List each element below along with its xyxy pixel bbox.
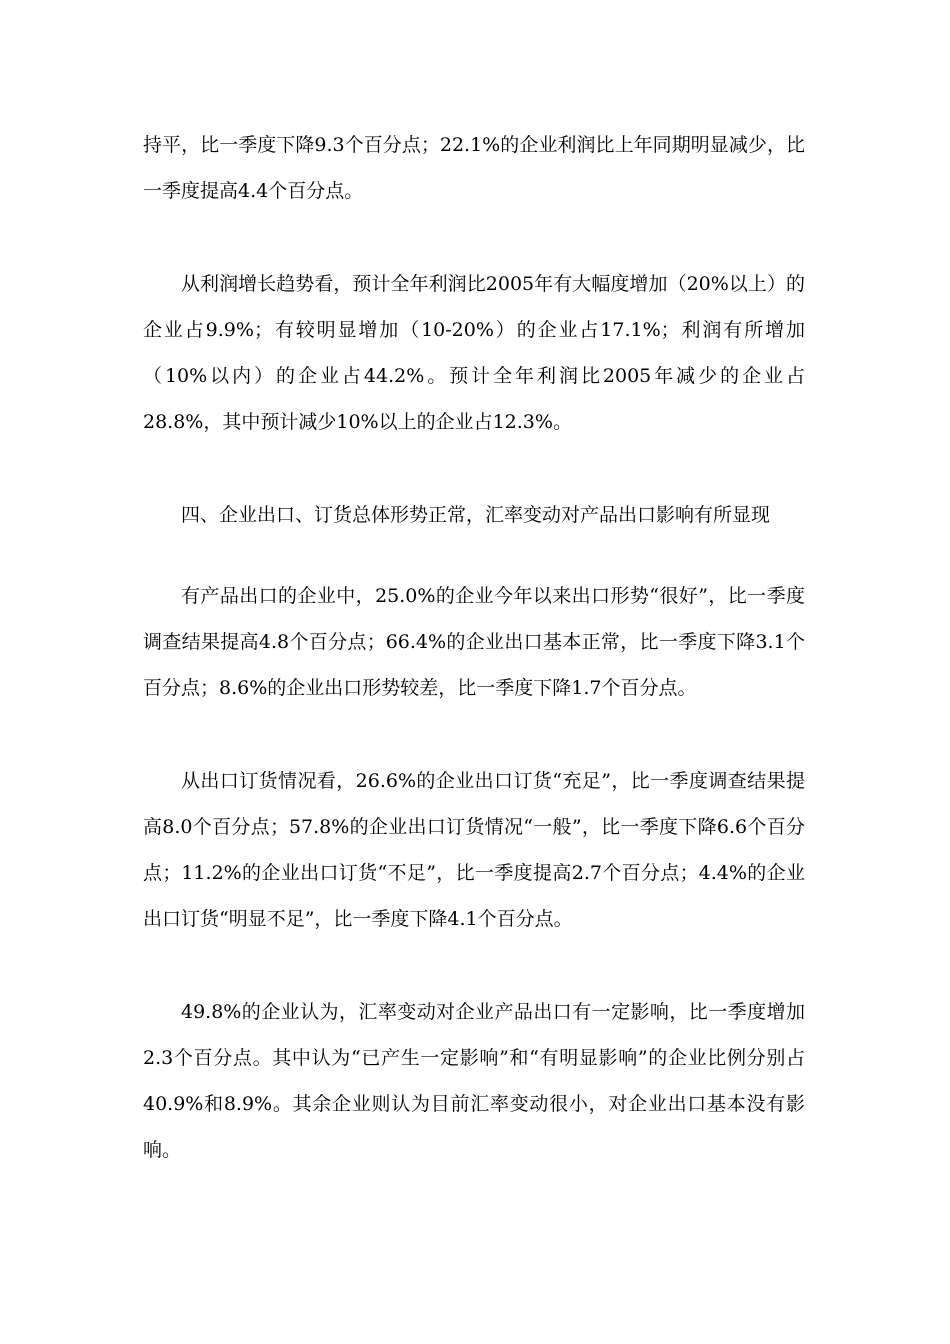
paragraph-export-orders: 从出口订货情况看，26.6%的企业出口订货“充足”，比一季度调查结果提高8.0个百分点；57.8%的企业出口订货情况“一般”，比一季度下降6.6个百分点；11.2%的企业出口订货“不足”，比一季度提高2.7个百分点；4.4%的企业出口订货“明显不足”，比一季度下降4.1个百分点。	[143, 770, 805, 930]
document-body	[143, 122, 805, 1173]
paragraph-export-situation: 有产品出口的企业中，25.0%的企业今年以来出口形势“很好”，比一季度调查结果提高4.8个百分点；66.4%的企业出口基本正常，比一季度下降3.1个百分点；8.6%的企业出口形势较差，比一季度下降1.7个百分点。	[143, 585, 805, 699]
section-heading-export: 四、企业出口、订货总体形势正常，汇率变动对产品出口影响有所显现	[181, 504, 771, 526]
paragraph-profit-trend: 从利润增长趋势看，预计全年利润比2005年有大幅度增加（20%以上）的企业占9.9%；有较明显增加（10-20%）的企业占17.1%；利润有所增加（10%以内）的企业占44.2%。预计全年利润比2005年减少的企业占28.8%，其中预计减少10%以上的企业占12.3%。	[143, 273, 805, 433]
paragraph-profit-continued: 持平，比一季度下降9.3个百分点；22.1%的企业利润比上年同期明显减少，比一季度提高4.4个百分点。	[143, 134, 805, 202]
paragraph-exchange-rate: 49.8%的企业认为，汇率变动对企业产品出口有一定影响，比一季度增加2.3个百分点。其中认为“已产生一定影响”和“有明显影响”的企业比例分别占40.9%和8.9%。其余企业则认为目前汇率变动很小，对企业出口基本没有影响。	[143, 1001, 805, 1161]
